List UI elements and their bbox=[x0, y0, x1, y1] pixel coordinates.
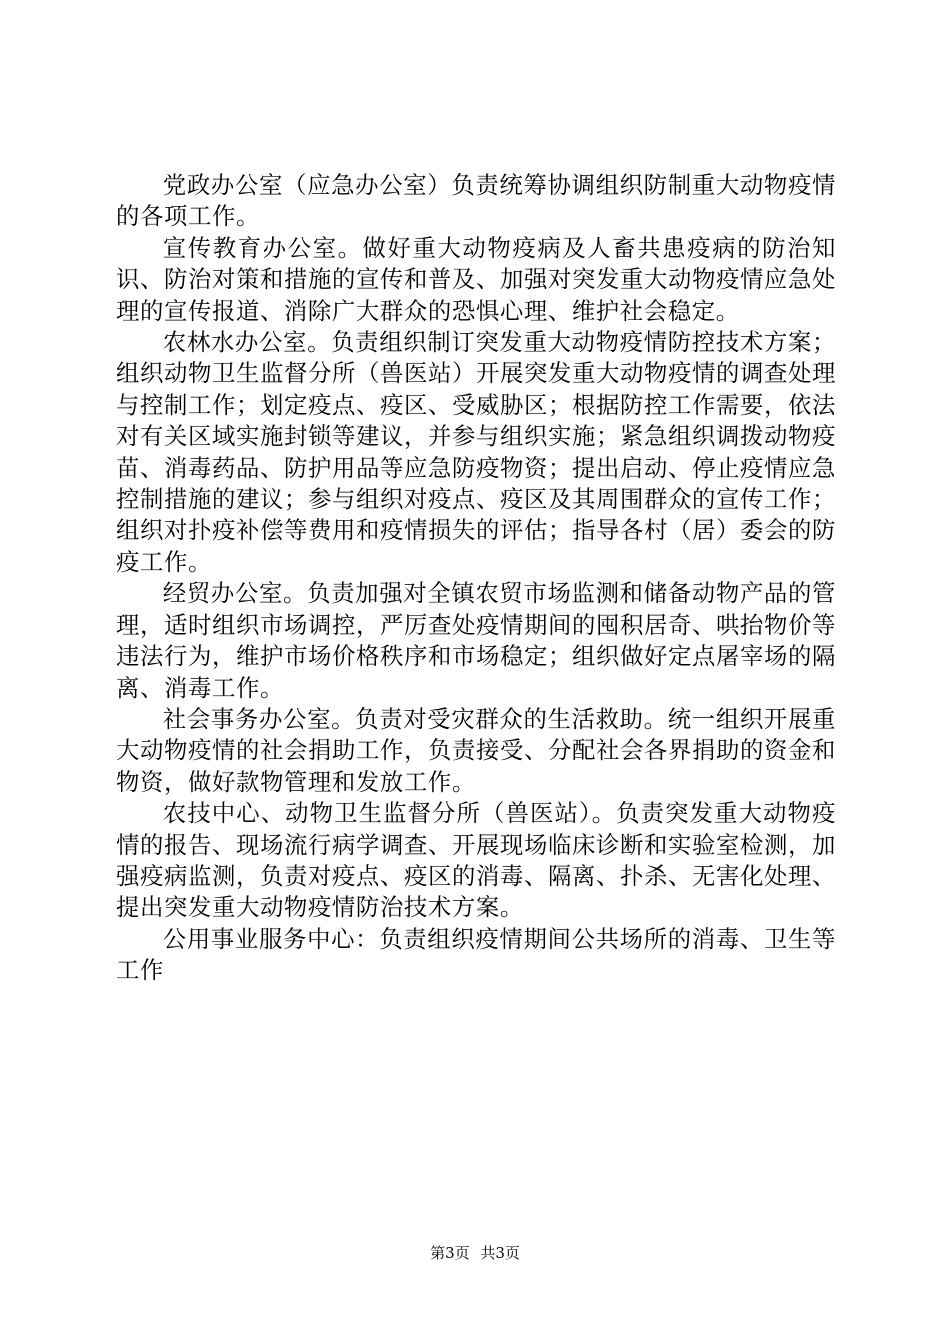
page-number: 第3页 bbox=[430, 1244, 470, 1262]
page-footer bbox=[0, 1243, 950, 1263]
paragraph-publicity-office: 宣传教育办公室。做好重大动物疫病及人畜共患疫病的防治知识、防治对策和措施的宣传和普及、加强对突发重大动物疫情应急处理的宣传报道、消除广大群众的恐惧心理、维护社会稳定。 bbox=[116, 233, 836, 325]
paragraph-trade-office: 经贸办公室。负责加强对全镇农贸市场监测和储备动物产品的管理，适时组织市场调控，严厉查处疫情期间的囤积居奇、哄抬物价等违法行为，维护市场价格秩序和市场稳定；组织做好定点屠宰场的隔离、消毒工作。 bbox=[116, 579, 836, 702]
paragraph-public-utility-center: 公用事业服务中心：负责组织疫情期间公共场所的消毒、卫生等工作 bbox=[116, 924, 836, 985]
paragraph-agriculture-office: 农林水办公室。负责组织制订突发重大动物疫情防控技术方案；组织动物卫生监督分所（兽医站）开展突发重大动物疫情的调查处理与控制工作；划定疫点、疫区、受威胁区；根据防控工作需要，依法对有关区域实施封锁等建议，并参与组织实施；紧急组织调拨动物疫苗、消毒药品、防护用品等应急防疫物资；提出启动、停止疫情应急控制措施的建议；参与组织对疫点、疫区及其周围群众的宣传工作；组织对扑疫补偿等费用和疫情损失的评估；指导各村（居）委会的防疫工作。 bbox=[116, 328, 836, 576]
paragraph-agri-tech-center: 农技中心、动物卫生监督分所（兽医站）。负责突发重大动物疫情的报告、现场流行病学调查、开展现场临床诊断和实验室检测，加强疫病监测，负责对疫点、疫区的消毒、隔离、扑杀、无害化处理、提出突发重大动物疫情防治技术方案。 bbox=[116, 799, 836, 922]
paragraph-social-affairs-office: 社会事务办公室。负责对受灾群众的生活救助。统一组织开展重大动物疫情的社会捐助工作，负责接受、分配社会各界捐助的资金和物资，做好款物管理和发放工作。 bbox=[116, 704, 836, 796]
document-body bbox=[116, 170, 836, 987]
page-total: 共3页 bbox=[480, 1244, 520, 1262]
paragraph-party-office: 党政办公室（应急办公室）负责统筹协调组织防制重大动物疫情的各项工作。 bbox=[116, 171, 836, 231]
